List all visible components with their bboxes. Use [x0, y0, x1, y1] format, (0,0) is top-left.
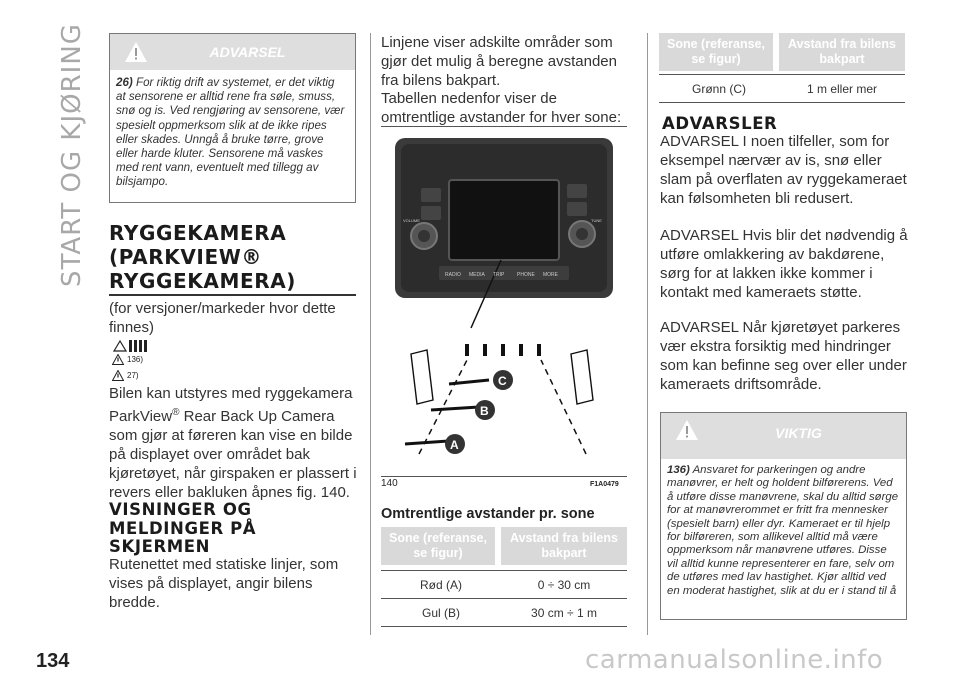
post-1: [465, 344, 469, 356]
ref-136: 136): [127, 355, 144, 364]
table-cell-zone: Rød (A): [420, 578, 462, 592]
post-5: [537, 344, 541, 356]
section-side-title: [52, 20, 92, 290]
warning-text: For riktig drift av systemet, er det viktig at sensorene er alltid rene fra søle, smuss, snø og is. Ved rengjøring av sensorene, vær spesielt oppmerksom slik at de ikke ripes eller skades. Unngå å bruke tørre, grove eller harde kluter. Sensorene må vaskes med rent vann, eventuelt med tillegg av bilsjampo.: [116, 76, 345, 189]
side-title-text: START OG KJØRING: [57, 23, 87, 287]
warning-small-icon: [112, 354, 124, 365]
rear-camera-heading: [109, 221, 359, 293]
cone-right: [571, 350, 593, 404]
guide-line-b: [431, 407, 479, 410]
btn-radio-label: RADIO: [445, 272, 461, 278]
version-note: (for versjoner/markeder hvor dette finnes): [109, 300, 336, 336]
figure-number: 140: [381, 478, 398, 489]
table-cell-distance: 0 ÷ 30 cm: [537, 578, 591, 592]
important-box-body: [661, 459, 906, 598]
table-cell-distance: 1 m eller mer: [806, 82, 877, 96]
figure-id: F1A0479: [590, 481, 619, 488]
figure-top-rule: [381, 126, 627, 127]
warnings-heading: ADVARSLER: [662, 114, 778, 133]
grid-description: Rutenettet med statiske linjer, som vises på displayet, angir bilens bredde.: [109, 556, 339, 611]
warning-paragraph-1: ADVARSEL I noen tilfeller, som for eksempel nærvær av is, snø eller slam på overflaten av ryggekameraet kan følsomheten bli redusert.: [660, 133, 907, 207]
registered-mark: ®: [172, 407, 180, 418]
cone-left: [411, 350, 433, 404]
rear-camera-illustration: [381, 128, 627, 478]
camera-description-a: Bilen kan utstyres med ryggekamera ParkView: [109, 385, 353, 425]
lines-description: Linjene viser adskilte områder som gjør det mulig å beregne avstanden fra bilens bakpart.: [381, 34, 617, 89]
warning-box-header: [110, 34, 355, 70]
tune-knob-center: [576, 228, 588, 240]
warning-box: [109, 33, 356, 203]
important-box-title: VIKTIG: [775, 425, 822, 441]
table-cell-zone: Grønn (C): [692, 82, 746, 96]
distance-table-continued-header: [659, 33, 905, 71]
warning-ref: 26): [116, 76, 133, 89]
display-screen: [449, 180, 559, 260]
camera-symbol-icon: [112, 337, 152, 355]
camera-description-b: Rear Back Up Camera som gjør at føreren kan vise en bilde på displayet over området bak kjøretøyet, når girspaken er plassert i revers eller bakluken åpnes fig. 140.: [109, 408, 357, 501]
important-ref: 136): [667, 464, 690, 476]
column-divider-1: [370, 33, 371, 635]
left-button-mid: [421, 206, 441, 220]
camera-description: [109, 384, 361, 502]
figure-bottom-rule: [381, 476, 627, 477]
distance-table-header: [381, 527, 627, 565]
zone-a-label: A: [450, 438, 459, 452]
warning-paragraph-2: ADVARSEL Hvis blir det nødvendig å utføre omlakkering av bakdørene, sørg for at lakken ikke kommer i kontakt med kameraets støtte.: [660, 227, 908, 301]
important-box: [660, 412, 907, 620]
ref-row-136: [112, 354, 143, 365]
distance-table: [381, 527, 627, 627]
volume-knob-center: [418, 230, 430, 242]
heading-underline-1: [109, 294, 356, 296]
col-header-distance: Avstand fra bilens bakpart: [501, 527, 627, 565]
heading2-line-1: VISNINGER OG: [109, 500, 252, 519]
warning-box-title: ADVARSEL: [209, 44, 286, 60]
btn-phone-label: PHONE: [517, 272, 535, 278]
column-divider-2: [647, 33, 648, 635]
table-cell-distance: 30 cm ÷ 1 m: [531, 606, 597, 620]
post-2: [483, 344, 487, 356]
important-box-header: [661, 413, 906, 459]
tune-label: TUNE: [591, 218, 602, 223]
display-messages-heading: [109, 501, 359, 557]
btn-media-label: MEDIA: [469, 272, 485, 278]
heading-line-3: RYGGEKAMERA): [109, 269, 297, 293]
col-header-zone: Sone (referanse, se figur): [659, 33, 773, 71]
warning-paragraph-3: ADVARSEL Når kjøretøyet parkeres vær ekstra forsiktig med hindringer som kan befinne seg over eller under kameraets driftsområde.: [660, 319, 907, 393]
col-header-zone: Sone (referanse, se figur): [381, 527, 495, 565]
heading-line-1: RYGGEKAMERA: [109, 221, 287, 245]
btn-trip-label: TRIP: [493, 272, 505, 278]
btn-more-label: MORE: [543, 272, 558, 278]
important-text: Ansvaret for parkeringen og andre manøvrer, er helt og holdent bilførerens. Ved å utføre disse manøvrene, skal du alltid sørge for at manøvrerommet er fritt fra mennesker (spesielt barn) eller dyr. Kameraet er til hjelp for bilføreren, som allikevel alltid må være oppmerksom når manøvrene utføres. Disse vil alltid kunne representerer en fare, selv om de utføres med lav hastighet. Kjør alltid ved en moderat hastighet, slik at du er i stand til å: [667, 464, 899, 597]
heading2-line-3: SKJERMEN: [109, 537, 211, 556]
heading-line-2: (PARKVIEW®: [109, 245, 262, 269]
table-row: [659, 74, 905, 103]
left-button-top: [421, 188, 441, 202]
col-header-distance: Avstand fra bilens bakpart: [779, 33, 905, 71]
zone-b-label: B: [480, 404, 489, 418]
zone-c-label: C: [498, 374, 507, 388]
distance-table-title: Omtrentlige avstander pr. sone: [381, 506, 595, 522]
watermark-text: carmanualsonline.info: [585, 645, 884, 675]
ref-row-27: [112, 370, 139, 381]
table-row: [381, 599, 627, 627]
table-intro: Tabellen nedenfor viser de omtrentlige avstander for hver sone:: [381, 90, 622, 126]
table-cell-zone: Gul (B): [421, 606, 460, 620]
table-row: [381, 570, 627, 599]
post-4: [519, 344, 523, 356]
volume-label: VOLUME: [403, 218, 420, 223]
warning-box-body: [110, 70, 355, 190]
distance-table-continued: [659, 33, 905, 103]
right-button-top: [567, 184, 587, 198]
ref-27: 27): [127, 371, 139, 380]
info-small-icon: [112, 370, 124, 381]
rear-camera-figure: [381, 128, 627, 493]
page-number: 134: [36, 650, 70, 672]
heading2-line-2: MELDINGER PÅ: [109, 518, 257, 538]
post-3: [501, 344, 505, 356]
right-button-mid: [567, 202, 587, 216]
